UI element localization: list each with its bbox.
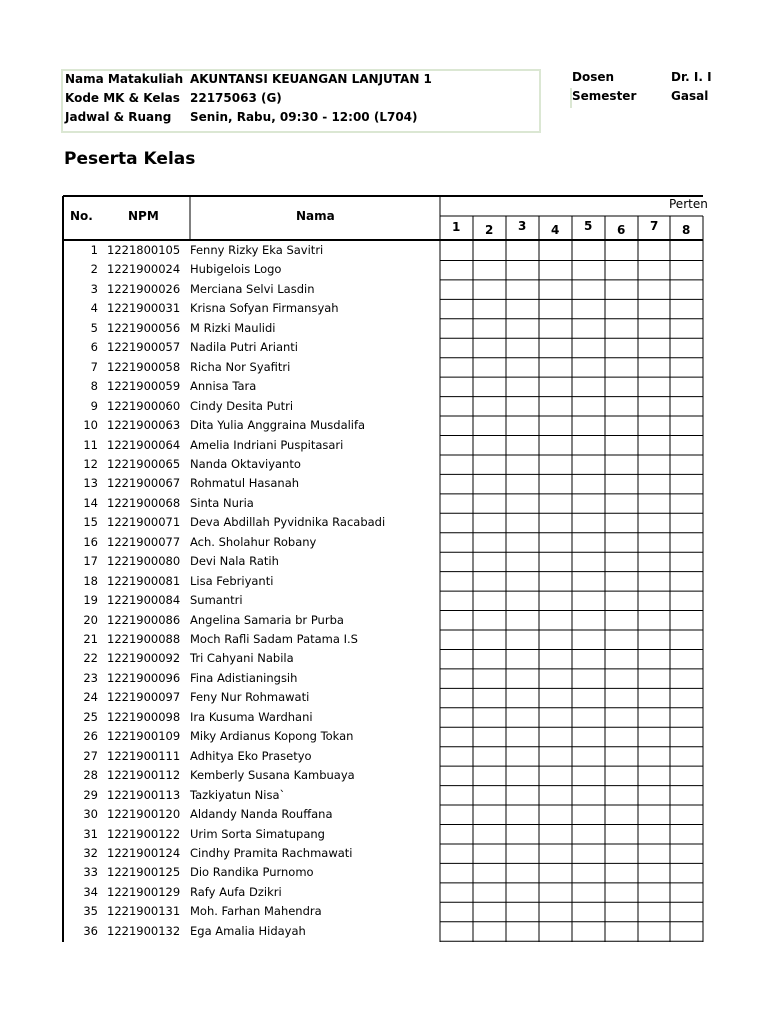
meeting-header: 1 <box>452 220 461 234</box>
row-number: 4 <box>90 301 98 316</box>
row-npm: 1221900031 <box>107 301 181 316</box>
row-npm: 1221900120 <box>107 807 181 822</box>
meeting-header: 2 <box>485 223 494 237</box>
row-number: 26 <box>83 729 98 744</box>
row-nama: Miky Ardianus Kopong Tokan <box>190 729 354 744</box>
row-number: 20 <box>83 612 98 627</box>
row-nama: Ira Kusuma Wardhani <box>190 709 313 724</box>
row-npm: 1221900064 <box>107 437 181 452</box>
row-number: 31 <box>83 826 98 841</box>
row-nama: Ega Amalia Hidayah <box>190 923 306 938</box>
row-nama: Amelia Indriani Puspitasari <box>190 437 344 452</box>
dosen-value: Dr. I. I <box>671 70 712 84</box>
row-number: 22 <box>83 651 98 666</box>
row-number: 36 <box>83 923 98 938</box>
row-nama: Moch Rafli Sadam Patama I.S <box>190 632 358 646</box>
row-number: 2 <box>90 262 98 277</box>
row-nama: Hubigelois Logo <box>190 262 282 277</box>
row-npm: 1221900132 <box>107 923 181 938</box>
header-no: No. <box>70 209 93 223</box>
meeting-header: 5 <box>584 219 593 233</box>
row-number: 33 <box>83 865 98 880</box>
row-nama: Sinta Nuria <box>190 495 254 510</box>
row-number: 1 <box>90 243 98 257</box>
row-npm: 1221900068 <box>107 495 181 510</box>
row-nama: Adhitya Eko Prasetyo <box>190 748 312 763</box>
row-number: 19 <box>83 593 98 608</box>
row-npm: 1221900059 <box>107 379 181 394</box>
row-number: 23 <box>83 670 98 685</box>
header-npm: NPM <box>128 209 159 223</box>
row-nama: Tri Cahyani Nabila <box>190 651 294 666</box>
row-nama: Fenny Rizky Eka Savitri <box>190 243 324 257</box>
course-name-value: AKUNTANSI KEUANGAN LANJUTAN 1 <box>190 72 432 86</box>
row-npm: 1221900065 <box>107 456 181 471</box>
row-npm: 1221900056 <box>107 320 181 335</box>
row-npm: 1221800105 <box>107 243 181 257</box>
row-npm: 1221900084 <box>107 593 181 608</box>
row-npm: 1221900086 <box>107 612 181 627</box>
row-number: 7 <box>90 359 98 374</box>
row-npm: 1221900113 <box>107 787 181 802</box>
row-nama: Fina Adistianingsih <box>190 670 298 685</box>
row-number: 27 <box>83 748 98 763</box>
row-npm: 1221900129 <box>107 884 181 899</box>
row-npm: 1221900081 <box>107 573 181 588</box>
dosen-label: Dosen <box>572 70 615 84</box>
row-number: 12 <box>83 456 98 471</box>
row-number: 3 <box>90 281 98 296</box>
row-number: 5 <box>90 320 98 335</box>
row-npm: 1221900071 <box>107 515 181 530</box>
row-number: 29 <box>83 787 98 802</box>
row-nama: Richa Nor Syafitri <box>190 359 291 374</box>
row-npm: 1221900077 <box>107 534 181 549</box>
semester-label: Semester <box>572 89 637 103</box>
schedule-value: Senin, Rabu, 09:30 - 12:00 (L704) <box>190 110 418 124</box>
row-npm: 1221900092 <box>107 651 181 666</box>
row-nama: Tazkiyatun Nisa` <box>190 787 286 802</box>
row-nama: Dita Yulia Anggraina Musdalifa <box>190 418 366 433</box>
row-nama: Cindy Desita Putri <box>190 398 294 413</box>
row-number: 16 <box>83 534 98 549</box>
row-npm: 1221900097 <box>107 690 181 705</box>
meeting-header: 4 <box>551 223 560 237</box>
row-number: 10 <box>83 418 98 433</box>
header-pertemuan: Perten <box>669 197 708 211</box>
row-number: 17 <box>83 554 98 569</box>
row-npm: 1221900057 <box>107 340 181 355</box>
row-number: 24 <box>83 690 98 705</box>
row-number: 15 <box>83 515 98 530</box>
row-npm: 1221900125 <box>107 865 181 880</box>
row-number: 18 <box>83 573 98 588</box>
row-nama: Nadila Putri Arianti <box>190 340 298 355</box>
meeting-header: 6 <box>617 223 626 237</box>
row-number: 8 <box>90 379 98 394</box>
row-npm: 1221900058 <box>107 359 181 374</box>
row-nama: Devi Nala Ratih <box>190 554 279 569</box>
meeting-header: 3 <box>518 219 527 233</box>
row-number: 34 <box>83 884 98 899</box>
row-number: 21 <box>83 632 98 646</box>
row-nama: Moh. Farhan Mahendra <box>190 904 322 919</box>
row-npm: 1221900096 <box>107 670 181 685</box>
meeting-header: 7 <box>650 219 659 233</box>
row-number: 11 <box>83 437 98 452</box>
course-name-label: Nama Matakuliah <box>65 72 184 86</box>
row-nama: Aldandy Nanda Rouffana <box>190 807 333 822</box>
row-nama: Kemberly Susana Kambuaya <box>190 768 355 783</box>
row-nama: Rohmatul Hasanah <box>190 476 300 491</box>
row-number: 32 <box>83 845 98 860</box>
row-nama: Lisa Febriyanti <box>190 573 274 588</box>
row-npm: 1221900060 <box>107 398 181 413</box>
row-npm: 1221900098 <box>107 709 181 724</box>
row-npm: 1221900109 <box>107 729 181 744</box>
row-nama: Nanda Oktaviyanto <box>190 456 301 471</box>
course-code-value: 22175063 (G) <box>190 91 282 105</box>
row-number: 14 <box>83 495 98 510</box>
schedule-label: Jadwal & Ruang <box>65 110 172 124</box>
row-nama: Rafy Aufa Dzikri <box>190 884 282 899</box>
row-number: 28 <box>83 768 98 783</box>
row-npm: 1221900026 <box>107 281 181 296</box>
row-nama: Merciana Selvi Lasdin <box>190 281 315 296</box>
row-number: 35 <box>83 904 98 919</box>
row-npm: 1221900088 <box>107 632 181 646</box>
course-code-label: Kode MK & Kelas <box>65 91 180 105</box>
row-number: 25 <box>83 709 98 724</box>
header-nama: Nama <box>296 209 335 223</box>
section-title: Peserta Kelas <box>64 149 196 169</box>
row-nama: Ach. Sholahur Robany <box>190 534 317 549</box>
row-nama: M Rizki Maulidi <box>190 320 276 335</box>
row-nama: Angelina Samaria br Purba <box>190 612 344 627</box>
row-nama: Dio Randika Purnomo <box>190 865 314 880</box>
row-npm: 1221900122 <box>107 826 181 841</box>
row-nama: Annisa Tara <box>190 379 257 394</box>
semester-value: Gasal <box>671 89 709 103</box>
row-npm: 1221900067 <box>107 476 181 491</box>
row-npm: 1221900112 <box>107 768 181 783</box>
row-npm: 1221900124 <box>107 845 181 860</box>
row-number: 30 <box>83 807 98 822</box>
meeting-header: 8 <box>682 223 691 237</box>
row-npm: 1221900131 <box>107 904 181 919</box>
row-nama: Deva Abdillah Pyvidnika Racabadi <box>190 515 386 530</box>
row-number: 6 <box>90 340 98 355</box>
row-nama: Krisna Sofyan Firmansyah <box>190 301 339 316</box>
row-nama: Sumantri <box>190 593 243 608</box>
row-npm: 1221900111 <box>107 748 181 763</box>
row-npm: 1221900024 <box>107 262 181 277</box>
row-nama: Cindhy Pramita Rachmawati <box>190 845 353 860</box>
row-number: 13 <box>83 476 98 491</box>
row-nama: Urim Sorta Simatupang <box>190 826 325 841</box>
row-npm: 1221900063 <box>107 418 181 433</box>
row-nama: Feny Nur Rohmawati <box>190 690 310 705</box>
row-number: 9 <box>90 398 98 413</box>
row-npm: 1221900080 <box>107 554 181 569</box>
